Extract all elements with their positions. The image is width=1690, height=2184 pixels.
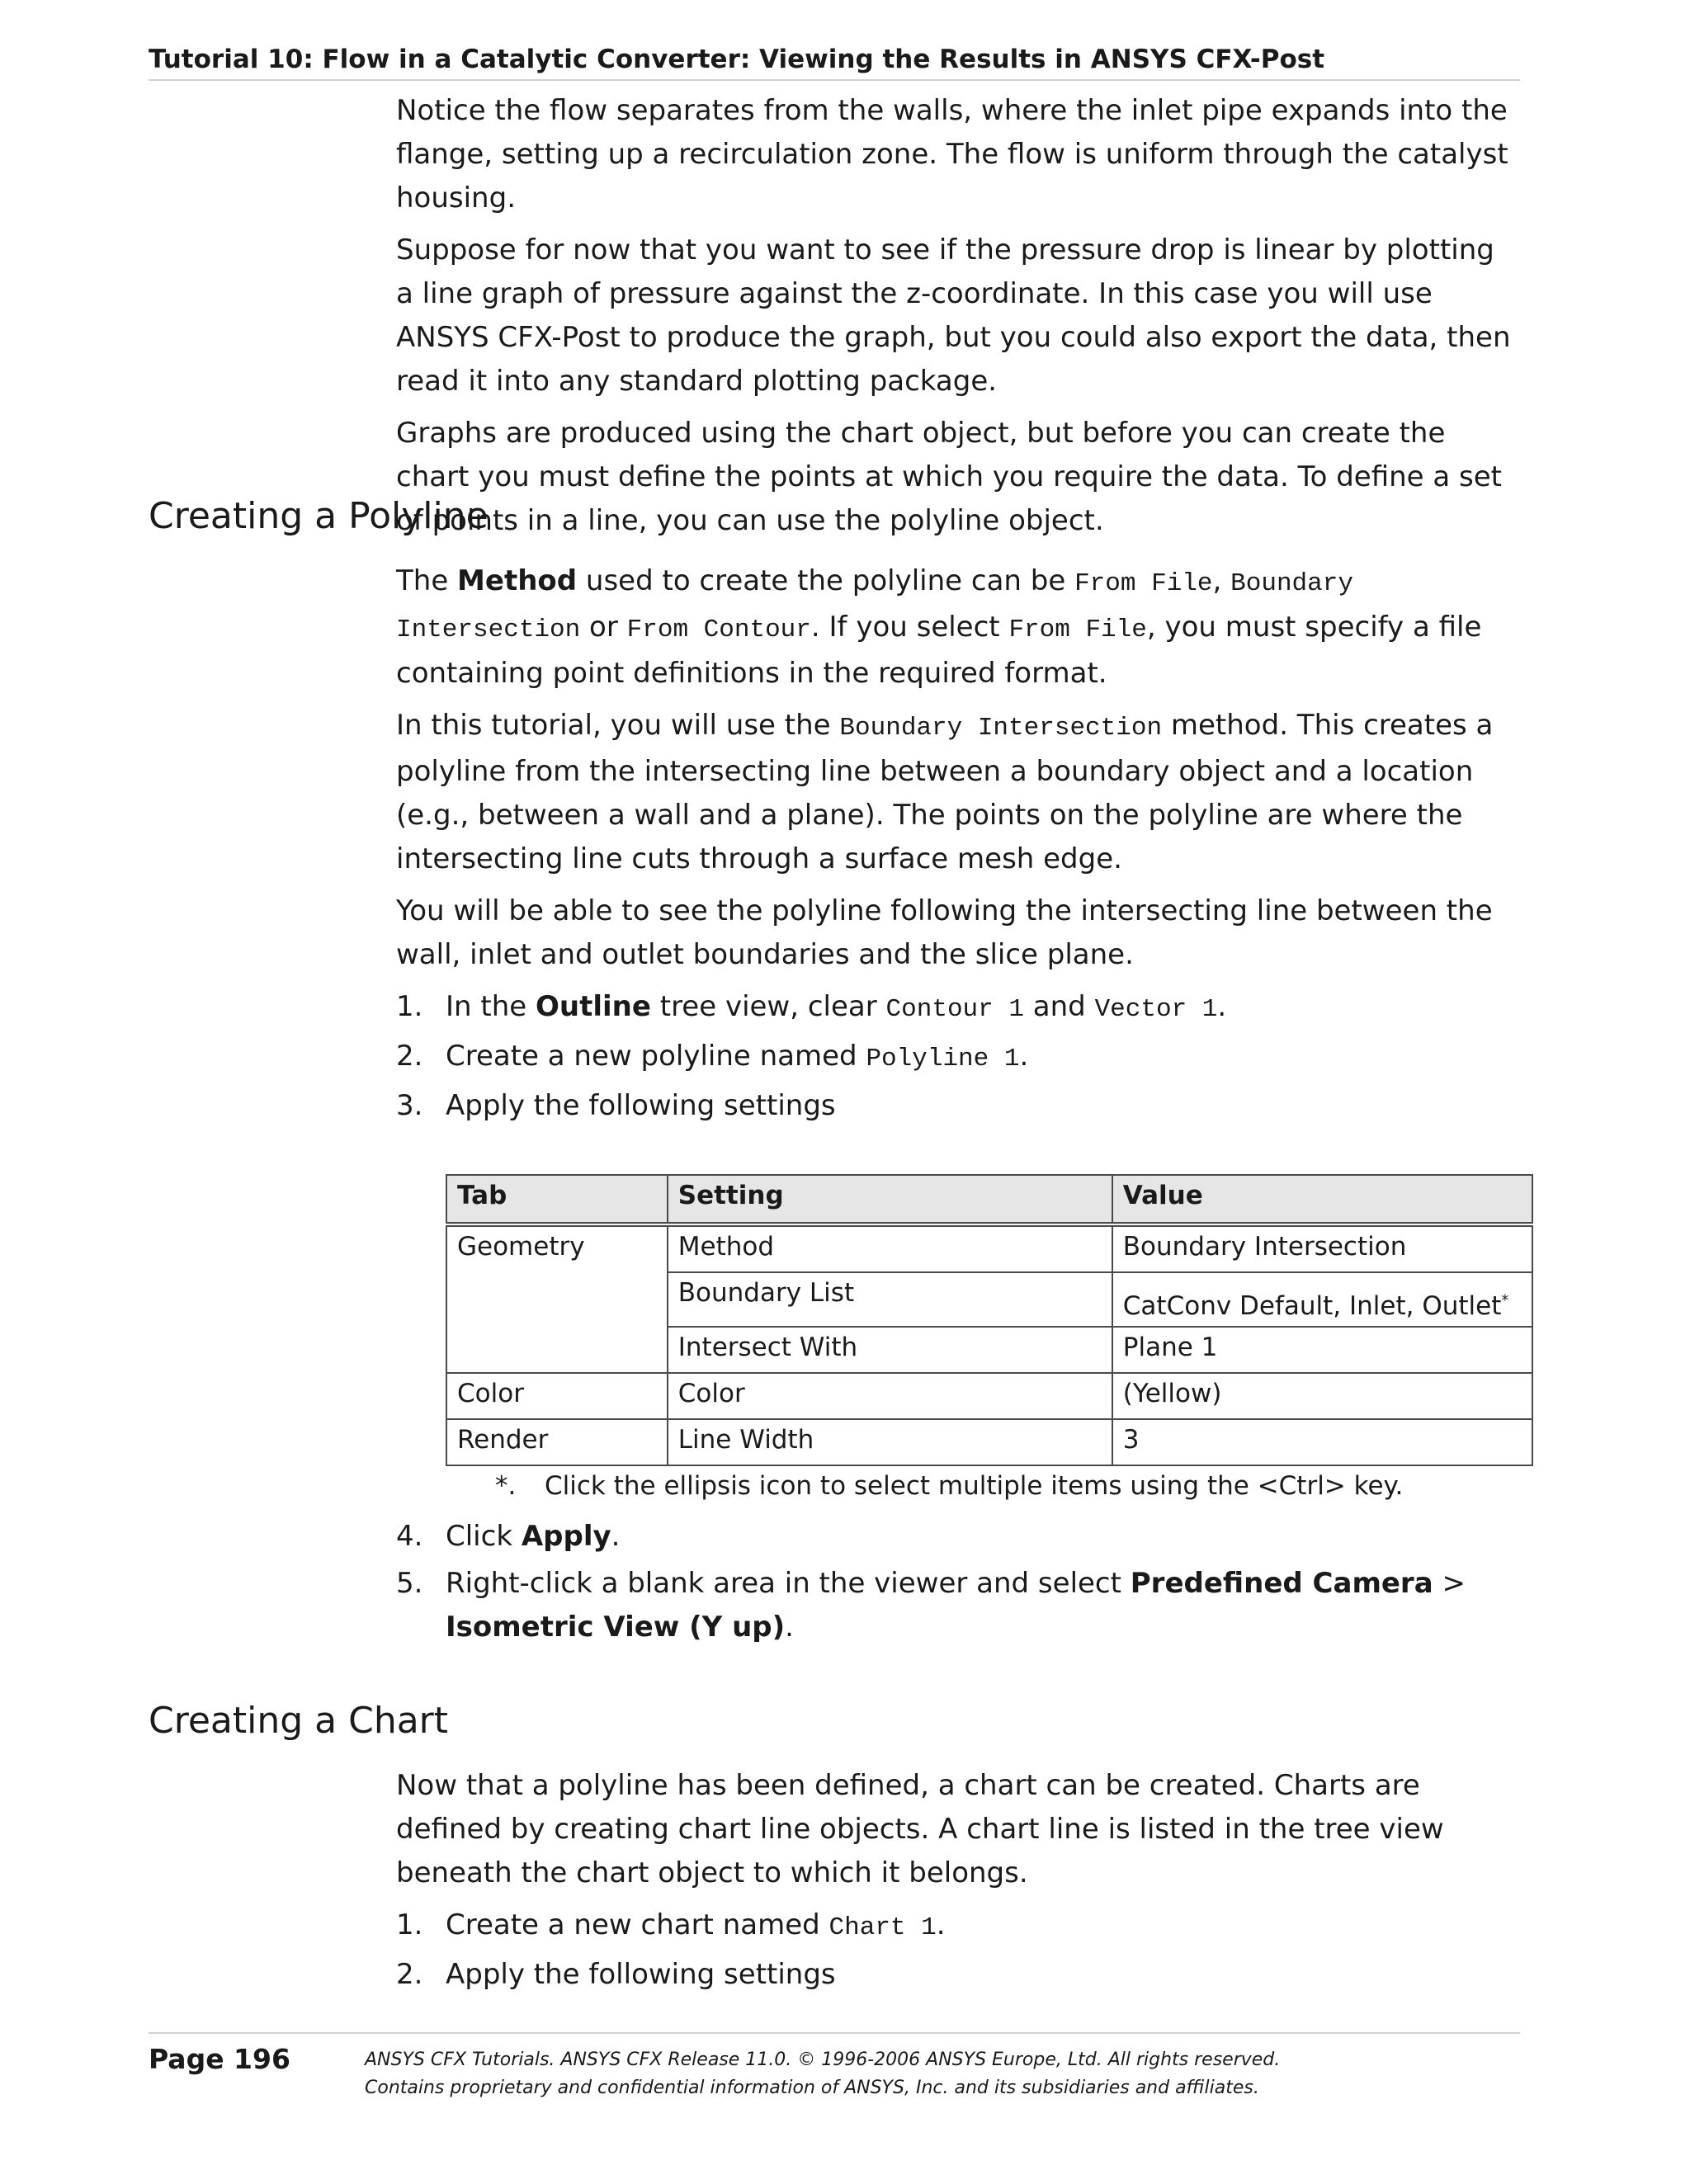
list-item: [396, 1562, 1520, 1649]
text: and: [1023, 990, 1095, 1023]
step-number: 2.: [396, 1040, 423, 1073]
table-row: [446, 1224, 1532, 1272]
step-number: 1.: [396, 990, 423, 1023]
text: or: [580, 611, 627, 644]
boundary-intersection-code: Boundary Intersection: [839, 714, 1163, 743]
text: .: [936, 1908, 946, 1941]
method-paragraph: [396, 559, 1520, 696]
table-cell: Plane 1: [1112, 1327, 1532, 1373]
list-item: [396, 1515, 1520, 1559]
table-cell: 3: [1112, 1419, 1532, 1465]
polyline-settings-table: [446, 1174, 1533, 1466]
text: In this tutorial, you will use the: [396, 709, 840, 742]
table-cell: Render: [446, 1419, 668, 1465]
polyline-steps: [396, 985, 1520, 1128]
list-item: [396, 1903, 1520, 1950]
polyline-steps-2: [396, 1515, 1520, 1649]
text: In the: [446, 990, 536, 1023]
step-number: 4.: [396, 1520, 423, 1553]
step-number: 1.: [396, 1908, 423, 1941]
cell-text: CatConv Default, Inlet, Outlet: [1122, 1291, 1502, 1321]
table-cell: Color: [668, 1373, 1112, 1419]
table-row: [446, 1419, 1532, 1465]
list-item: [396, 1035, 1520, 1081]
text: .: [1217, 990, 1227, 1023]
intro-section: [396, 89, 1520, 551]
text: .: [611, 1520, 621, 1553]
table-cell: Line Width: [668, 1419, 1112, 1465]
table-header: Value: [1112, 1175, 1532, 1224]
chart-steps: [396, 1903, 1520, 1997]
page-number: Page 196: [149, 2043, 290, 2075]
text: Create a new chart named: [446, 1908, 829, 1941]
table-cell: Intersect With: [668, 1327, 1112, 1373]
table-cell: Boundary List: [668, 1272, 1112, 1327]
footnote-mark: *: [1501, 1291, 1509, 1309]
chart-code: Chart 1: [828, 1913, 937, 1942]
footer-copyright: [365, 2046, 1280, 2102]
footnote-text: Click the ellipsis icon to select multiple items using the <Ctrl> key.: [545, 1471, 1404, 1501]
list-item: [396, 1084, 1520, 1128]
text: , you must specify a file containing point definitions in the required format.: [396, 611, 1482, 690]
table-cell: Color: [446, 1373, 668, 1419]
from-file-code: From File: [1008, 616, 1147, 644]
footer-line-1: ANSYS CFX Tutorials. ANSYS CFX Release 11.0. © 1996-2006 ANSYS Europe, Ltd. All rights reserved.: [365, 2050, 1281, 2070]
intro-paragraph-1: Notice the flow separates from the walls, where the inlet pipe expands into the flange, setting up a recirculation zone. The flow is uniform through the catalyst housing.: [396, 94, 1508, 215]
vector-code: Vector 1: [1094, 995, 1218, 1024]
text: Create a new polyline named: [446, 1040, 866, 1073]
text: .: [785, 1611, 794, 1644]
step-number: 3.: [396, 1089, 423, 1122]
apply-term: Apply: [521, 1520, 611, 1553]
from-file-code: From File: [1074, 569, 1213, 598]
text: method. This creates a polyline from the intersecting line between a boundary object and a location (e.g., between a wall and a plane). The points on the polyline are where the intersecting line cuts through a surface mesh edge.: [396, 709, 1494, 875]
outline-term: Outline: [536, 990, 651, 1023]
polyline-code: Polyline 1: [866, 1045, 1020, 1073]
intro-paragraph-2: Suppose for now that you want to see if the pressure drop is linear by plotting a line graph of pressure against the z-coordinate. In this case you will use ANSYS CFX-Post to produce the graph, but you could also export the data, then read it into any standard plotting package.: [396, 233, 1511, 398]
step-number: 5.: [396, 1567, 423, 1600]
text: ,: [1212, 564, 1231, 597]
text: Apply the following settings: [446, 1089, 836, 1122]
isometric-view-term: Isometric View (Y up): [446, 1611, 786, 1644]
text: >: [1433, 1567, 1466, 1600]
chart-section: [396, 1764, 1520, 2000]
footnote-label: *.: [495, 1471, 517, 1501]
chart-heading: Creating a Chart: [149, 1700, 449, 1742]
table-cell: Boundary Intersection: [1112, 1224, 1532, 1272]
polyline-steps-continued: [396, 1515, 1520, 1653]
list-item: [396, 1953, 1520, 1997]
boundary-paragraph: [396, 704, 1520, 881]
predefined-camera-term: Predefined Camera: [1130, 1567, 1433, 1600]
table-header: Tab: [446, 1175, 668, 1224]
polyline-heading: Creating a Polyline: [149, 495, 489, 537]
list-item: [396, 985, 1520, 1031]
table-row: [446, 1373, 1532, 1419]
text: used to create the polyline can be: [577, 564, 1075, 597]
table-cell: Geometry: [446, 1224, 668, 1373]
table-cell: (Yellow): [1112, 1373, 1532, 1419]
table-footnote: [495, 1471, 1403, 1501]
step-number: 2.: [396, 1958, 423, 1991]
footer-divider: [149, 2032, 1520, 2034]
text: tree view, clear: [650, 990, 886, 1023]
text: The: [396, 564, 458, 597]
footer-line-2: Contains proprietary and confidential information of ANSYS, Inc. and its subsidiaries and affiliates.: [365, 2078, 1259, 2098]
text: Right-click a blank area in the viewer and select: [446, 1567, 1131, 1600]
method-term: Method: [457, 564, 578, 597]
text: Apply the following settings: [446, 1958, 836, 1991]
table-cell: [1112, 1272, 1532, 1327]
polyline-section: [396, 559, 1520, 1131]
running-header: Tutorial 10: Flow in a Catalytic Converter: Viewing the Results in ANSYS CFX-Post: [149, 45, 1520, 81]
chart-paragraph: Now that a polyline has been defined, a chart can be created. Charts are defined by creating chart line objects. A chart line is listed in the tree view beneath the chart object to which it belongs.: [396, 1769, 1444, 1889]
table-cell: Method: [668, 1224, 1112, 1272]
text: .: [1019, 1040, 1029, 1073]
text: . If you select: [810, 611, 1009, 644]
table-header: Setting: [668, 1175, 1112, 1224]
from-contour-code: From Contour: [626, 616, 811, 644]
intro-paragraph-3: Graphs are produced using the chart object, but before you can create the chart you must define the points at which you require the data. To define a set of points in a line, you can use the polyline object.: [396, 417, 1503, 537]
boundary-intersection-code: Boundary Intersection: [396, 569, 1353, 644]
polyline-visibility-paragraph: You will be able to see the polyline following the intersecting line between the wall, inlet and outlet boundaries and the slice plane.: [396, 894, 1493, 971]
contour-code: Contour 1: [885, 995, 1024, 1024]
table-header-row: [446, 1175, 1532, 1224]
text: Click: [446, 1520, 522, 1553]
